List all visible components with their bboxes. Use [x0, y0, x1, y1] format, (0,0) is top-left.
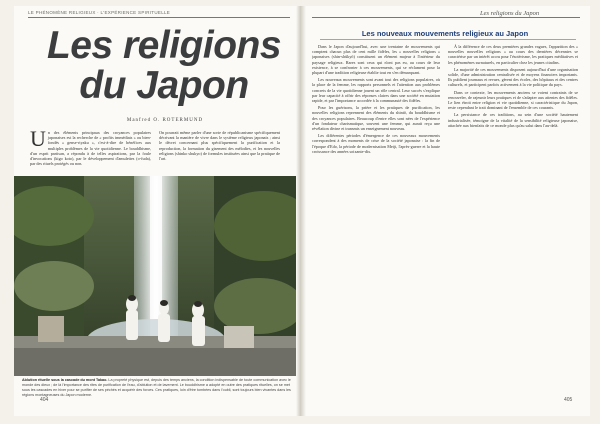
drop-cap: U [30, 126, 46, 151]
photo-caption [22, 378, 292, 398]
intro-text [30, 126, 280, 167]
waterfall-illustration [14, 176, 296, 376]
waterfall-photo [14, 176, 296, 376]
section-title: Les nouveaux mouvements religieux au Japon [361, 29, 529, 38]
right-column-1 [312, 44, 440, 390]
right-column-2 [448, 44, 578, 390]
right-running-head: Les religions du Japon [480, 10, 540, 17]
intro-column-2-text: On pourrait même parler d'une sorte de républicanisme spécifiquement décrivant la manière de vivre dans le système religieux japonais ; ainsi le décret concernant plus spécifiquement la purification et la reproduction, la formation du gisement des mélodies, et les nouvelles religions (shinko shukyo) de formules instituées ainsi que la pratique de l'art. [159, 130, 280, 162]
page-title [44, 26, 284, 106]
title-line-1: Les religions [46, 24, 282, 67]
paragraph: Les nouveaux mouvements sont avant tout des religions populaires, où la place de la femme, les rapports personnels et l'attention aux problèmes concrets de la vie quotidienne jouent un rôle central. Leur succès s'explique par leur capacité à offrir des réponses claires dans une société en mutation rapide, et par l'importance accordée à la communauté des fidèles. [312, 77, 440, 104]
book-gutter [296, 6, 306, 416]
left-running-head: LE PHÉNOMÈNE RELIGIEUX · L'EXPÉRIENCE SPIRITUELLE [28, 10, 171, 15]
author-byline: Manfred O. ROTERMUND [126, 118, 204, 123]
paragraph: La majorité de ces mouvements disposent aujourd'hui d'une organisation solide, d'une administration centralisée et de moyens financiers importants. Ils publient journaux et revues, gèrent des écoles, des hôpitaux et des centres culturels, et participent parfois activement à la vie politique du pays. [448, 66, 578, 88]
paragraph: La persistance de ces traditions, au sein d'une société hautement industrialisée, témoigne de la vitalité de la sensibilité religieuse japonaise, attachée aux bienfaits de ce monde plus qu'au salut dans l'au-delà. [448, 112, 578, 128]
paragraph: Dans ce contexte, les mouvements anciens se voient contraints de se renouveler, de rajeunir leurs pratiques et de s'adapter aux attentes des fidèles. Le lien étroit entre religion et vie quotidienne, si caractéristique du Japon, reste cependant le trait dominant de l'ensemble de ces courants. [448, 89, 578, 111]
intro-column-1 [30, 126, 151, 167]
paragraph: À la différence de ces deux premières grandes vagues, l'apparition des « nouvelles nouvelles religions » au cours des dernières décennies se caractérise par un intérêt accru pour l'ésotérisme, les pratiques méditatives et les phénomènes surnaturels, en particulier chez les jeunes citadins. [448, 44, 578, 65]
right-header-rule [312, 17, 580, 18]
right-page-number: 405 [564, 397, 573, 403]
left-page-number: 404 [40, 397, 49, 403]
intro-column-2 [159, 130, 280, 166]
left-header-rule [28, 17, 290, 18]
intro-column-1-text: n des éléments principaux des croyances populaires japonaises est la recherche de « profits immédiats » ou bien-fondés « gense-riyaku », c'est-à-dire de bénéfices aux multiples problèmes de la vie quotidienne. Le bouddhisme, d'un esprit partisan, a répondu à de telles aspirations, par la foule d'invocations (kigo koto), par le développement d'amulettes (o-fuda), par des rituels protégés ou non. [30, 130, 151, 167]
section-rule [320, 39, 576, 40]
paragraph: Les différentes périodes d'émergence de ces nouveaux mouvements correspondent à des moments de crise de la société japonaise : la fin de l'époque d'Edo, la période de modernisation Meiji, l'après-guerre et la haute croissance des années soixante-dix. [312, 133, 440, 154]
paragraph: Pour les guérisons, la prière et les pratiques de purification, les nouvelles religions reprennent des éléments du shintō, du bouddhisme et des croyances populaires. Beaucoup d'entre elles sont nées de l'expérience d'un fondateur charismatique, souvent une femme, qui aurait reçu une révélation divine et transmis un enseignement nouveau. [312, 105, 440, 132]
caption-lead: Ablution rituelle sous la cascade du mont Takao. [22, 378, 108, 382]
caption-body: La propreté physique est, depuis des temps anciens, la condition indispensable de toute communication avec le monde des dieux ; de là l'importance des rites de purification de l'eau, d'ablution et de lavement. Le bouddhisme a adopté en outre des pratiques rituelles, on se met sous les cascades en hiver pour se purifier de ses péchés et acquérir des forces. Ces pratiques, loin d'être tombées dans l'oubli, sont toujours bien vivantes dans les régions montagneuses du Japon moderne. [22, 378, 291, 397]
title-line-2: du Japon [79, 64, 249, 107]
paragraph: Dans le Japon d'aujourd'hui, avec une trentaine de mouvements qui comptent chacun plus de cent mille fidèles, les « nouvelles religions » japonaises (shin-shūkyō) constituent un élément majeur à l'intérieur du paysage religieux. Rares sont ceux qui n'ont pas eu, au cours de leur existence, à se confronter à ces mouvements, qui se réclament pour la plupart d'une tradition religieuse établie tout en s'en démarquant. [312, 44, 440, 76]
